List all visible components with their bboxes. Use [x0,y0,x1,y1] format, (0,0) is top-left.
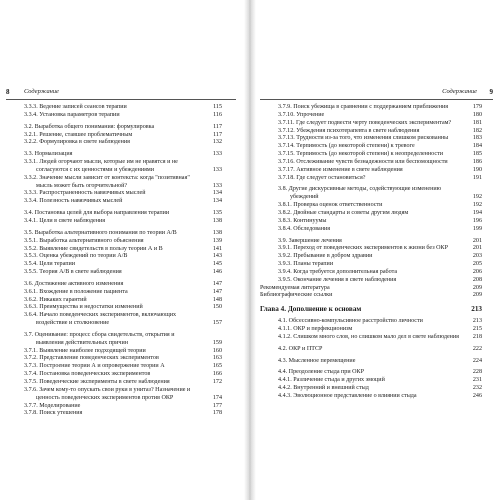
toc-entry-title: 3.2.1. Решение, ставшее проблематичным [24,131,133,138]
toc-entry [260,151,482,159]
toc-entry-title: 3.7.12. Убеждения психотерапевта в свете наблюдения [278,127,420,134]
toc-entry-page: 166 [212,371,222,378]
toc-entry [6,410,222,418]
toc-entry-title: 3.3.2. Значение мысли зависит от контекста: когда "позитивная" мысль может быть огорчительной? [24,174,190,189]
toc-entry [260,318,482,326]
toc-entry-title: 3.7.14. Терпимость (до некоторой степени) к тревоге [278,143,415,150]
toc-entry-title: 4.3. Мысленное перемещение [278,357,356,364]
header-rule [6,99,236,100]
toc-entry-title: 3.9.5. Окончание лечения в свете наблюдения [278,276,397,283]
toc-entry-page: 190 [472,166,482,173]
toc-entry-page: 224 [472,357,482,364]
toc-entry-page: 133 [212,151,222,158]
right-page [256,0,500,500]
toc-entry-title: 3.6. Достижение активного изменения [24,280,124,287]
toc-entry-title: 3.3. Нормализация [24,151,73,158]
toc-entry-title: 3.3.4. Полезность навязчивых мыслей [24,198,123,205]
toc-entry-page: 160 [212,347,222,354]
toc-entry [6,355,222,363]
toc-entry-page: 172 [212,379,222,385]
running-head: Содержание [442,88,477,95]
toc-entry-page: 147 [212,288,222,295]
toc-entry [260,377,482,385]
toc-entry-title: 4.4.2. Внутренний и внешний стыд [278,385,369,392]
toc-entry-page: 206 [472,268,482,275]
toc-entry-title: 3.3.3. Ведение записей сеансов терапии [24,104,127,110]
toc-entry [260,326,482,334]
toc-entry-title: 3.7.17. Активное изменение в свете наблюдения [278,166,403,173]
toc-entry-page: 134 [212,198,222,205]
toc-entry-page: 138 [212,217,222,224]
toc-entry-page: 165 [212,363,222,370]
toc-entry [6,403,222,411]
toc-entry-title: 3.7.18. Где следует остановиться? [278,174,366,181]
toc-entry-title: 3.9.1. Переход от поведенческих экспериментов к жизни без ОКР [278,245,448,252]
toc-entry [6,304,222,312]
toc-entry [260,385,482,393]
toc-entry-title: Библиографические ссылки [260,292,333,299]
toc-entry-title: 4.1.1. ОКР и перфекционизм [278,326,353,333]
toc-entry-title: 3.7.4. Постановка поведенческих экспериментов [24,371,151,378]
toc-entry-page: 133 [212,166,222,173]
toc-entry-title: 3.8.1. Проверка оценок ответственности [278,202,383,209]
toc-entry [6,371,222,379]
toc-entry-title: 4.4. Преодоление стыда при ОКР [278,369,364,376]
toc-entry-title: 3.6.4. Начало поведенческих экспериментов, включающих воздействие и столкновение [24,312,177,327]
toc-entry-page: 117 [213,131,222,138]
toc-entry [260,253,482,261]
toc-entry-title: 3.7.8. Поиск утешения [24,410,83,417]
toc-entry-page: 191 [472,174,482,181]
toc-entry-page: 143 [212,253,222,260]
toc-entry-title: 3.7.15. Терпимость (до некоторой степени) к неопределенности [278,151,444,158]
toc-entry [260,128,482,136]
toc-entry [260,277,482,285]
toc-entry [6,387,222,403]
toc-entry-title: 4.4.3. Эволюционное представление о влиянии стыда [278,393,417,399]
toc-entry-page: 246 [472,393,482,399]
toc-entry-title: 3.8.3. Континуумы [278,217,327,224]
toc-entry-page: 185 [472,151,482,158]
toc-entry-title: 3.7.3. Построение теории А и опровержение теории А [24,363,165,370]
toc-entry-title: 3.6.1. Вхождение в положение пациента [24,288,128,295]
toc-entry-page: 177 [212,402,222,409]
toc-entry-title: 3.6.3. Преимущества и недостатки изменений [24,304,143,311]
toc-entry-page: 138 [212,229,222,236]
toc-entry-page: 205 [472,261,482,268]
toc-entry [260,292,482,300]
toc-entry-page: 184 [472,143,482,150]
toc-entry [6,253,222,261]
toc-entry-page: 134 [212,190,222,197]
toc-entry-title: 3.9.4. Когда требуется дополнительная работа [278,268,398,275]
toc-entry-page: 181 [472,119,482,126]
toc-entry [6,151,222,159]
toc-entry [260,261,482,269]
toc-entry [260,245,482,253]
toc-entry-page: 228 [472,369,482,376]
toc-entry [6,348,222,356]
toc-entry-page: 150 [212,304,222,311]
toc-entry-page: 115 [213,104,222,110]
toc-entry [260,120,482,128]
header-rule [260,99,493,100]
toc-entry [6,104,222,112]
toc-entry-page: 203 [472,253,482,260]
toc-list-left [6,104,222,418]
toc-entry [260,186,482,202]
toc-entry-title: 3.9.2. Пребывание в добром здравии [278,253,373,260]
toc-entry-title: 3.7.1. Выявление наиболее подходящей теории [24,347,146,354]
toc-entry-title: 3.3.3. Распространенность навязчивых мыслей [24,190,146,197]
toc-entry-page: 201 [472,245,482,252]
toc-entry-page: 163 [212,355,222,362]
toc-entry-title: 3.8. Другие дискурсивные методы, содействующие изменению убеждений [278,186,442,201]
toc-entry-title: 3.5.5. Теория А/В в свете наблюдения [24,269,122,276]
toc-entry-page: 201 [472,237,482,244]
toc-entry-title: 3.7.16. Отслеживание чувств безнадежности или беспомощности [278,158,448,165]
toc-entry-title: 3.7.6. Зачем кому-то опускать свои руки в унитаз? Назначение и ценность поведенческих экспериментов против ОКР [24,386,191,401]
toc-entry [6,230,222,238]
toc-entry-title: 3.2. Выработка общего понимания: формулировка [24,123,155,130]
toc-entry-page: 213 [472,318,482,325]
toc-entry-page: 116 [213,111,222,118]
toc-entry [6,281,222,289]
toc-entry-page: 182 [472,127,482,134]
toc-entry [260,143,482,151]
toc-entry-page: 208 [472,276,482,283]
toc-entry [6,261,222,269]
toc-entry-title: 3.7.10. Упрочение [278,111,325,118]
toc-entry-page: 147 [212,280,222,287]
toc-entry-page: 209 [472,292,482,299]
toc-entry [6,312,222,328]
toc-entry [6,175,222,191]
toc-entry [260,202,482,210]
toc-entry-title: 3.5.2. Выявление свидетельств в пользу теории А и В [24,245,163,252]
toc-entry-page: 139 [212,237,222,244]
toc-entry [6,379,222,387]
toc-entry-title: 4.1.2. Слишком много слов, но слишком мало дел в свете наблюдения [278,333,459,340]
toc-entry-title: 3.7.5. Поведенческие эксперименты в свете наблюдения [24,379,170,385]
toc-entry-page: 178 [212,410,222,417]
toc-entry-page: 148 [212,296,222,303]
toc-entry-page: 117 [213,123,222,130]
toc-entry-title: 3.3.1. Людей огорчают мысли, которые им не нравятся и не согласуются с их ценностями и убеждениями [24,159,178,173]
toc-entry [260,167,482,175]
toc-entry-page: 199 [472,225,482,232]
toc-entry-page: 174 [212,394,222,401]
toc-entry-page: 179 [472,104,482,110]
toc-entry [6,238,222,246]
toc-entry-title: 3.5.4. Цели терапии [24,261,75,268]
right-page-header [260,88,493,100]
toc-entry-page: 183 [472,135,482,142]
toc-entry-page: 209 [472,284,482,291]
toc-entry [260,210,482,218]
toc-entry [6,124,222,132]
toc-entry-title: 3.7. Оценивание: процесс сбора свидетельств, открытия и выявления действительных причин [24,331,175,346]
toc-entry [6,218,222,226]
toc-entry [6,289,222,297]
toc-entry-title: 3.2.2. Формулировка в свете наблюдения [24,139,130,146]
toc-entry-page: 213 [471,305,482,314]
toc-entry-page: 133 [212,182,222,189]
toc-entry-page: 145 [212,261,222,268]
toc-entry [6,332,222,348]
book-gutter [244,0,256,500]
toc-entry-page: 231 [472,377,482,384]
toc-entry-page: 146 [212,269,222,276]
toc-entry-title: 4.1. Обсессивно-компульсивное расстройство личности [278,318,423,325]
toc-entry-page: 180 [472,111,482,118]
toc-entry [6,210,222,218]
toc-entry-title: 3.8.2. Двойные стандарты и советы другим людям [278,209,409,216]
toc-entry [260,393,482,401]
toc-entry [260,175,482,183]
toc-entry-title: 3.7.9. Поиск убежища в сравнении с поддержанием приближения [278,104,449,110]
toc-entry-page: 232 [472,385,482,392]
toc-entry [6,112,222,120]
toc-entry-title: 3.5.3. Оценка убеждений по теории А/В [24,253,128,260]
toc-entry [260,305,482,314]
toc-entry [6,159,222,175]
toc-entry [6,139,222,147]
toc-entry [260,269,482,277]
toc-entry-title: 4.2. ОКР и ПТСР [278,345,323,352]
toc-entry-page: 192 [472,202,482,209]
toc-entry-page: 192 [472,194,482,201]
toc-entry [6,269,222,277]
toc-entry [260,358,482,366]
toc-entry [6,198,222,206]
toc-entry-title: Глава 4. Дополнение к основам [260,305,362,314]
toc-entry-title: 3.5. Выработка альтернативного понимания по теории А/В [24,229,177,236]
toc-entry [260,334,482,342]
toc-entry-title: 3.7.11. Где следует подвести черту поведенческих экспериментам? [278,119,452,126]
toc-entry-page: 215 [472,326,482,333]
page-number: 8 [6,88,10,96]
toc-entry [260,112,482,120]
toc-entry-page: 194 [472,209,482,216]
toc-entry [6,363,222,371]
toc-entry-title: 3.4.1. Цели в свете наблюдения [24,217,106,224]
toc-entry-page: 186 [472,158,482,165]
toc-entry-title: Рекомендуемая литература [260,284,330,291]
page-number: 9 [489,88,493,96]
toc-entry-title: 3.7.7. Моделирование [24,402,81,409]
running-head: Содержание [24,88,59,95]
toc-entry-page: 159 [212,339,222,346]
toc-entry-page: 141 [212,245,222,252]
toc-entry-page: 218 [472,333,482,340]
toc-entry-title: 3.7.2. Представление поведенческих экспериментов [24,355,159,362]
toc-entry [260,104,482,112]
toc-entry-title: 3.8.4. Обследования [278,225,331,232]
toc-entry-title: 3.9.3. Планы терапии [278,261,334,268]
toc-entry-title: 4.4.1. Различение стыда и других эмоций [278,377,385,384]
toc-entry-title: 3.4. Постановка целей для выбора направления терапии [24,210,170,217]
left-page [0,0,244,500]
toc-entry-title: 3.3.4. Установка параметров терапии [24,111,120,118]
toc-entry-page: 157 [212,320,222,327]
toc-entry-page: 222 [472,345,482,352]
toc-entry-page: 135 [212,210,222,217]
toc-entry [260,159,482,167]
toc-entry [260,226,482,234]
toc-entry-title: 3.5.1. Выработка альтернативного объяснения [24,237,144,244]
toc-list-right [260,104,482,401]
toc-entry-title: 3.7.13. Трудности из-за того, что изменения слишком рискованны [278,135,449,142]
toc-entry-page: 132 [212,139,222,146]
toc-entry [260,346,482,354]
left-page-header [6,88,236,100]
toc-entry-title: 3.6.2. Никаких гарантий [24,296,87,303]
toc-entry-title: 3.9. Завершение лечения [278,237,342,244]
toc-entry-page: 196 [472,217,482,224]
toc-entry [260,218,482,226]
